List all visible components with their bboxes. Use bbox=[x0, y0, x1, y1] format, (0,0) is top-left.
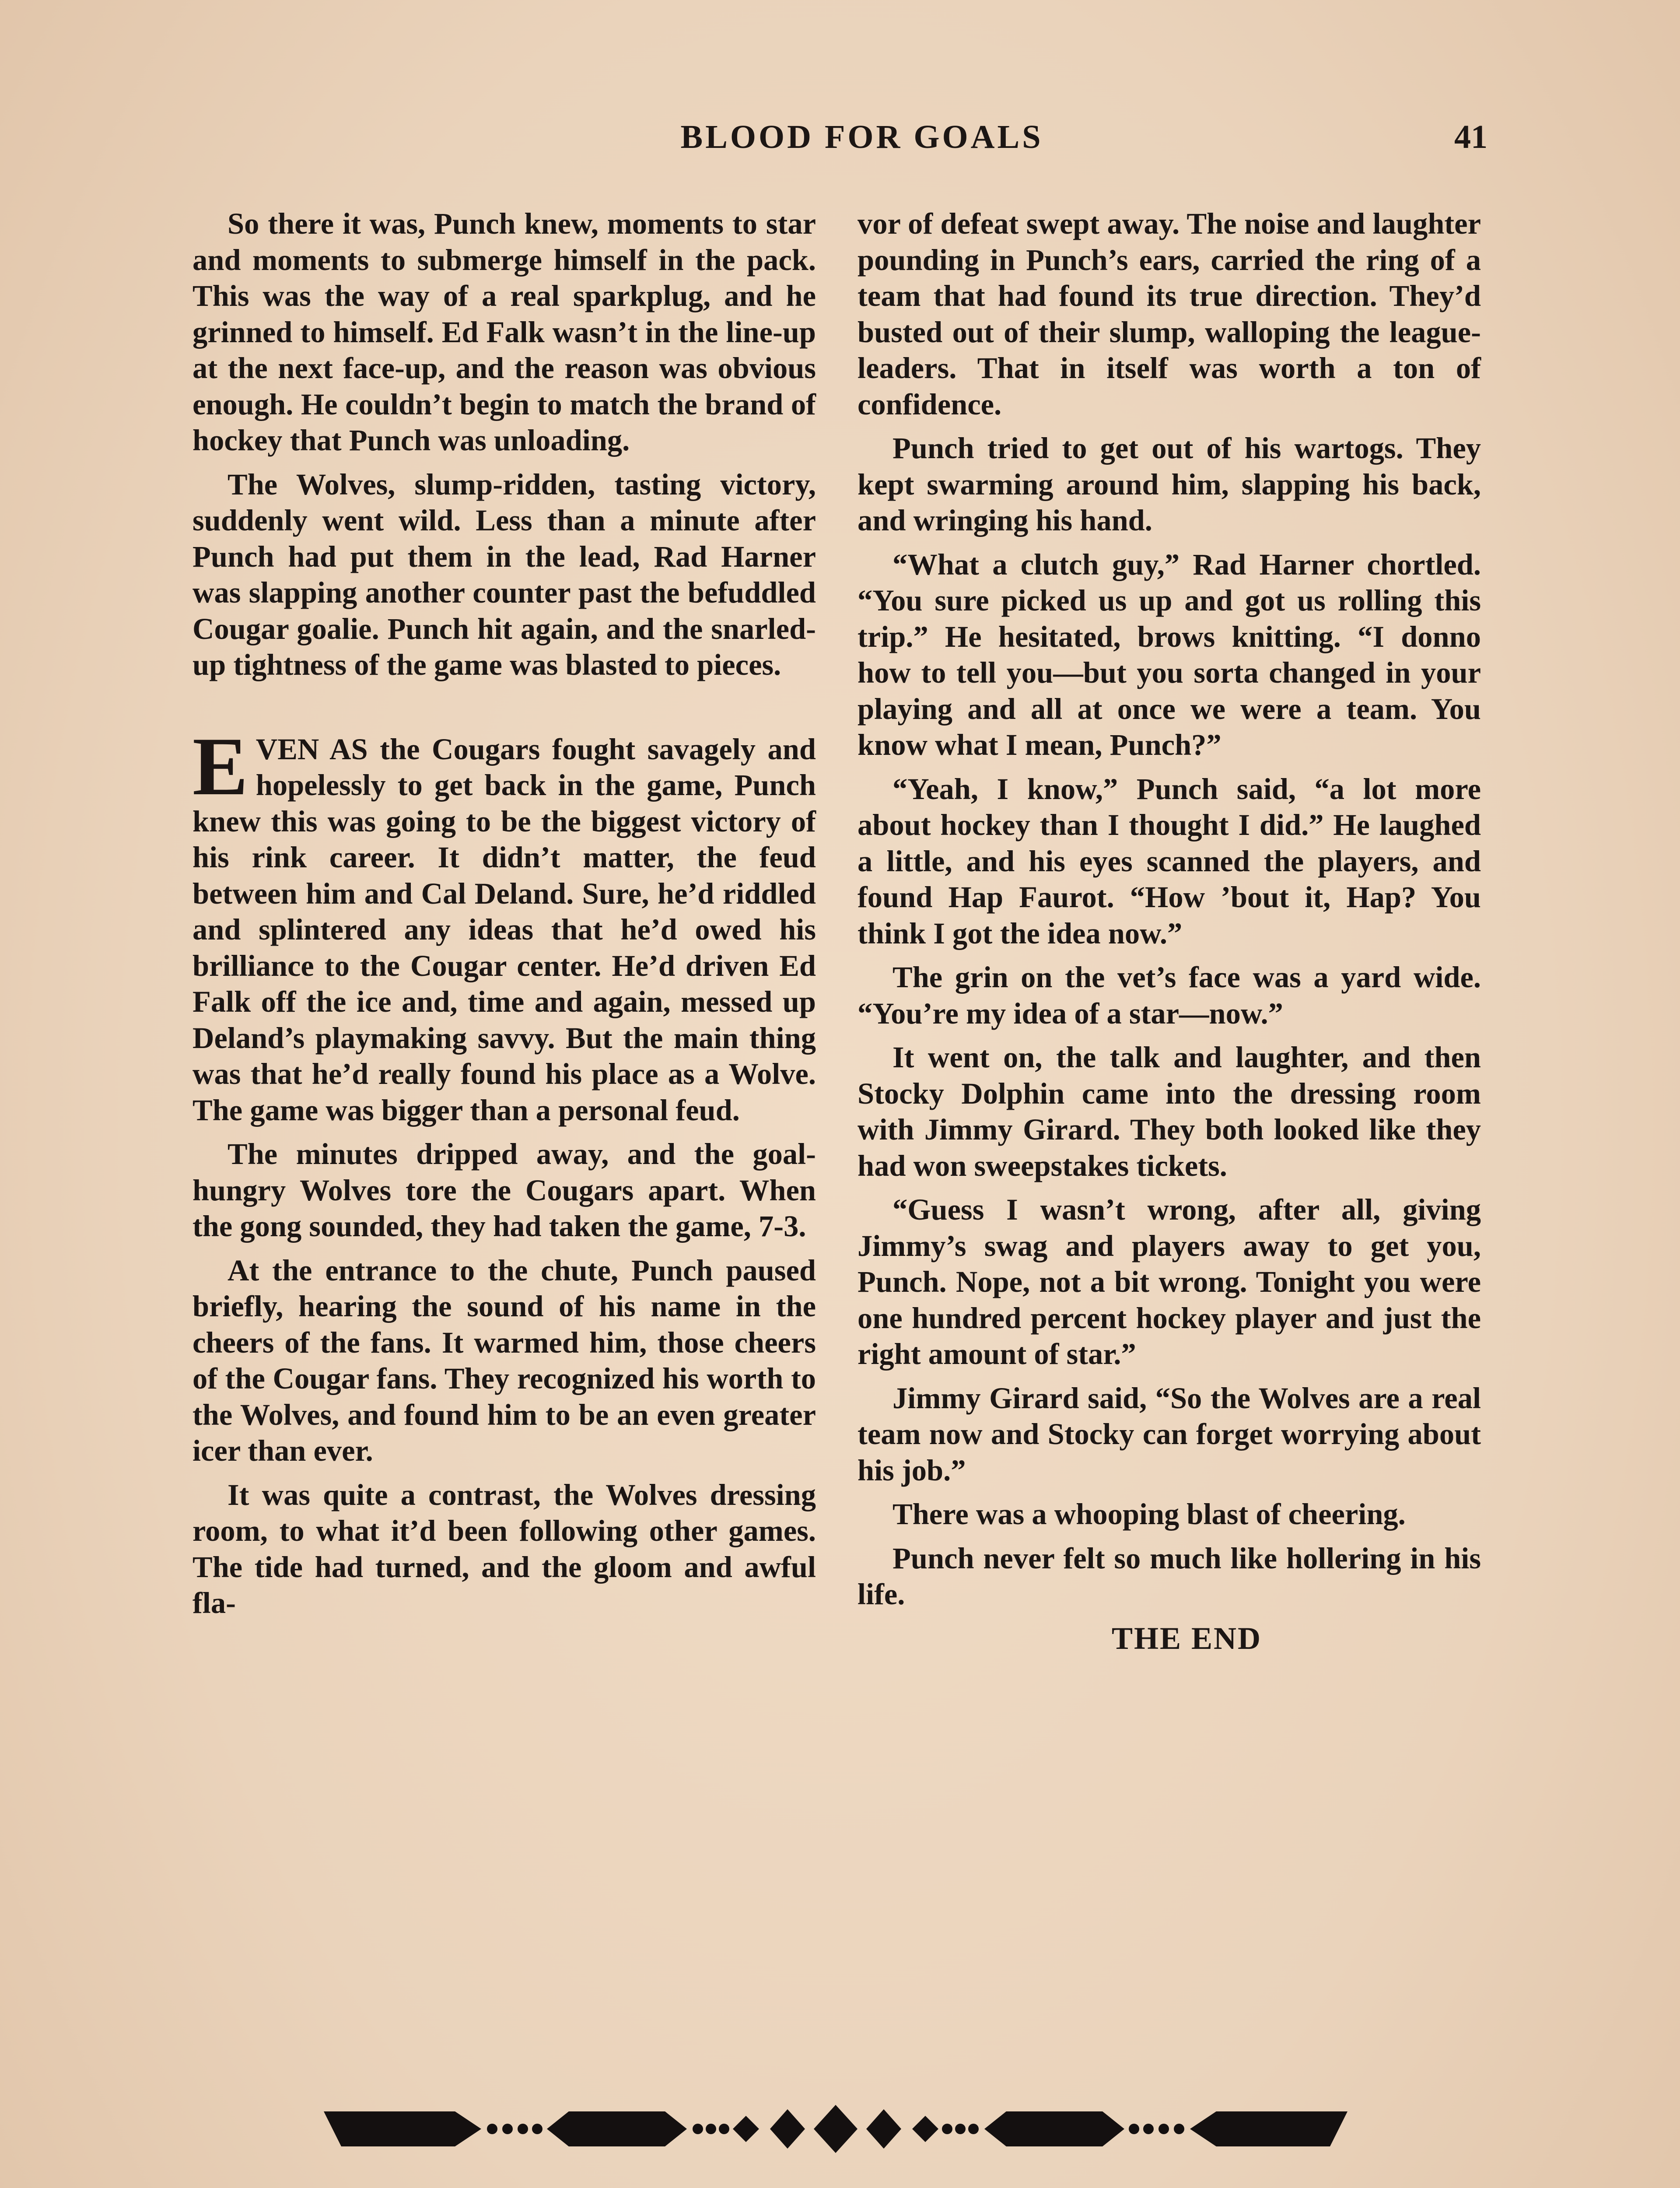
paragraph: “What a clutch guy,” Rad Harner chortled. “You sure picked us up and got us rolling this trip.” He hesitated, brows knitting. “I donno how to tell you—but you sorta changed in your playing and all at once we were a team. You know what I mean, Punch?” bbox=[858, 547, 1481, 761]
running-head-title: BLOOD FOR GOALS bbox=[680, 119, 1043, 155]
paragraph: It went on, the talk and laughter, and then Stocky Dolphin came into the dressing room with Jimmy Girard. They both looked like they had won sweepstakes tickets. bbox=[858, 1041, 1481, 1182]
paragraph: There was a whooping blast of cheering. bbox=[892, 1497, 1406, 1531]
paragraph: So there it was, Punch knew, moments to star and moments to submerge himself in the pack. This was the way of a real sparkplug, and he grinned to himself. Ed Falk wasn’t in the line-up at the next face-up, and the reason was obvious enough. He couldn’t begin to match the brand of hockey that Punch was unloading. bbox=[192, 207, 816, 457]
paragraph: “Yeah, I know,” Punch said, “a lot more about hockey than I thought I did.” He laughed a little, and his eyes scanned the players, and found Hap Faurot. “How ’bout it, Hap? You think I got the idea now.” bbox=[858, 772, 1481, 950]
paragraph: At the entrance to the chute, Punch paused briefly, hearing the sound of his name in the cheers of the fans. It warmed him, those cheers of the Cougar fans. They recognized his worth to the Wolves, and found him to be an even greater icer than ever. bbox=[192, 1253, 816, 1467]
paragraph: It was quite a contrast, the Wolves dressing room, to what it’d been following other games. The tide had turned, and the gloom and awful fla- bbox=[192, 1478, 816, 1620]
drop-cap: E bbox=[192, 720, 248, 813]
paragraph: vor of defeat swept away. The noise and laughter pounding in Punch’s ears, carried the ring of a team that had found its true direction. They’d busted out of their slump, walloping the league-leaders. That in itself was worth a ton of confidence. bbox=[858, 207, 1481, 421]
paragraph: Jimmy Girard said, “So the Wolves are a real team now and Stocky can forget worrying about his job.” bbox=[858, 1381, 1481, 1487]
paragraph: The grin on the vet’s face was a yard wide. “You’re my idea of a star—now.” bbox=[858, 961, 1481, 1030]
left-text-column bbox=[192, 206, 816, 1629]
paragraph: The minutes dripped away, and the goal-hungry Wolves tore the Cougars apart. When the gong sounded, they had taken the game, 7-3. bbox=[192, 1137, 816, 1243]
paragraph: Punch tried to get out of his wartogs. They kept swarming around him, slapping his back, and wringing his hand. bbox=[858, 431, 1481, 537]
paragraph: Punch never felt so much like hollering in his life. bbox=[858, 1541, 1481, 1611]
paragraph-text: VEN AS the Cougars fought savagely and hopelessly to get back in the game, Punch knew this was going to be the biggest victory of his rink career. It didn’t matter, the feud between him and Cal Deland. Sure, he’d riddled and splintered any ideas that he’d owed his brilliance to the Cougar center. He’d driven Ed Falk off the ice and, time and again, messed up Deland’s playmaking savvy. But the main thing was that he’d really found his place as a Wolve. The game was bigger than a personal feud. bbox=[192, 732, 816, 1127]
page-number: 41 bbox=[1454, 119, 1488, 155]
section-opening-paragraph bbox=[192, 720, 816, 1129]
decorative-divider-ornament bbox=[324, 2103, 1348, 2155]
right-text-column bbox=[858, 206, 1481, 1664]
the-end-label: THE END bbox=[1111, 1620, 1262, 1656]
paragraph: The Wolves, slump-ridden, tasting victory, suddenly went wild. Less than a minute after Punch had put them in the lead, Rad Harner was slapping another counter past the befuddled Cougar goalie. Punch hit again, and the snarled-up tightness of the game was blasted to pieces. bbox=[192, 467, 816, 681]
paragraph: “Guess I wasn’t wrong, after all, giving Jimmy’s swag and players away to get you, Punch. Nope, not a bit wrong. Tonight you were one hundred percent hockey player and just the right amount of star.” bbox=[858, 1193, 1481, 1371]
